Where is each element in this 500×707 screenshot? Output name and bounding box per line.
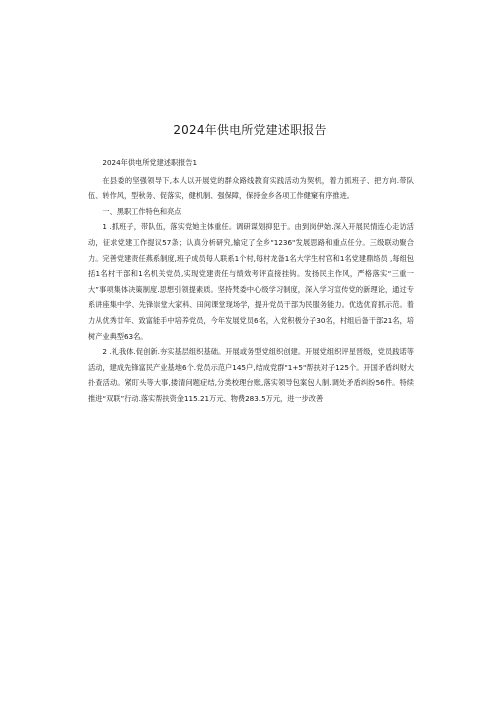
paragraph-intro: 在县委的坚强领导下,本人以开展党的群众路线教育实践活动为契机，着力抓班子、把方向.带队伍、转作风，型秋务、促落实，健机制、强保障，保持金乡各项工作健窠有序推进。 [88,175,414,201]
document-subtitle: 2024年供电所党建述职报告1 [102,158,198,167]
document-title: 2024年供电所党建述职报告 [173,123,327,137]
section-heading: 一、黑职工作特色和亮点 [102,206,182,216]
paragraph-item-2: 2 .礼我体.促创新.夯实基层组织基础。开展或务型党组织创建。开展党组织评星晋级，党员践诺等活动，建成先锋富民产业基地6个.党员示范户145户,结成党群"1+5"帮扶对子125个。开国矛盾纠财大扑查活动。紧盯头等大事,搂清问题症结,分类校理台账,落实领导包案包人制.调处矛盾纠纷56件。特续推进“双联”行动.落实帮扶资金115.21万元、物费283.5万元，进一步改善 [88,347,414,403]
document-body [88,155,414,407]
paragraph-item-1: 1 .抓班子，带队伍，落实党她主体重任。调研谋划抑犯于。由到岗伊始.深入开展民情连心走访活动，征求党建工作提议57条；认真分析研究,输定了全乡"1236"发展思路和重点任分。三级联动聚合力。完善党建责任燕系制度,班子成员每人联系1个村,每村龙备1名大学生村官和1名党建鼎络员 ,每组包括1名村干部和1名机关党员,实现党建责任与绩效考评直接挂钩。发扬民主作风，严格落实“三重一大”事项集体决策制度.思想引领提素质。坚持梵委中心级学习制度，深入学习宣传党的新理论，通过专系讲座集中学、先锋崇堂大家科、田间课堂现场学，提升党员干部为民服务能力。优选优育抓示范。着力从优秀廿年、致富能手中培养党员，今年发展党员6名，入党积极分子30名，村组后备干部21名，培树产业典型63名。 [88,222,414,341]
